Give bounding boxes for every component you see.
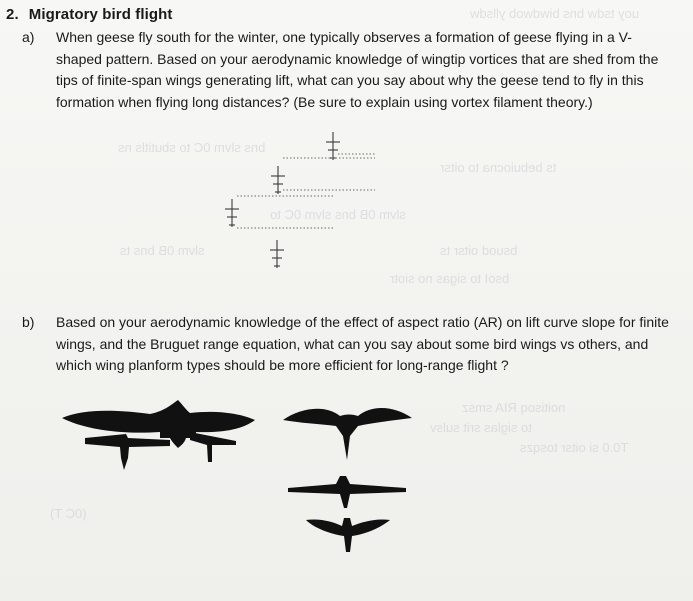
part-a-letter: a) bbox=[22, 29, 35, 45]
albatross-icon bbox=[306, 518, 390, 552]
part-a-text: When geese fly south for the winter, one typically observes a formation of geese flying in a V-shaped pattern. Based on your aerodynamic knowledge of wingtip vortices that are shed from the tips of finite-span wings generating lift, what can you say about why the geese tend to fly in this formation when flying long distances? (Be sure to explain using vortex filament theory.) bbox=[56, 29, 659, 110]
long-wing-seabird-icon bbox=[288, 476, 406, 508]
small-cross-bird-icon bbox=[85, 434, 170, 470]
part-b-text: Based on your aerodynamic knowledge of the effect of aspect ratio (AR) on lift curve slope for finite wings, and the Bruguet range equation, what can you say about some bird wings vs others, and which wing planform types should be more efficient for long-range flight ? bbox=[56, 314, 669, 373]
worksheet-page: uoy tsdw bns biwdwob yllsdw bns slvm 0C to sbutitls ns ts bebuiocna to oitsr slvm 0B bns slvm 0C to slvm 0B bns ts bsuod oitsr ts bsoI to sigas no siotr noitisoq RIA smsz to siglas srit sulsv T0.0 si oitsr tosqzs (0C T) 2. Migratory bird flight a) When geese fly south for the winter, one typically observes a formation of geese flying in a V-shaped pattern. Based on your aerodynamic knowledge of wingtip vortices that are shed from the tips of finite-span wings generating lift, what can you say about why the geese tend to fly in this formation when flying long distances? (Be sure to explain using vortex filament theory.) b) Based on your aerodynamic knowledge of the effect of aspect ratio (AR) on lift curve slope for finite wings, and the Bruguet range equation, what can you say about some bird wings vs others, and which wing planform types should be more efficient for long-range flight ? bbox=[0, 0, 693, 601]
question-title: Migratory bird flight bbox=[28, 6, 173, 23]
frigatebird-icon bbox=[283, 408, 412, 460]
question-number: 2. bbox=[6, 6, 19, 23]
part-b-letter: b) bbox=[22, 314, 35, 330]
silhouette-group bbox=[62, 400, 412, 552]
tiny-bird-icon bbox=[190, 432, 236, 462]
